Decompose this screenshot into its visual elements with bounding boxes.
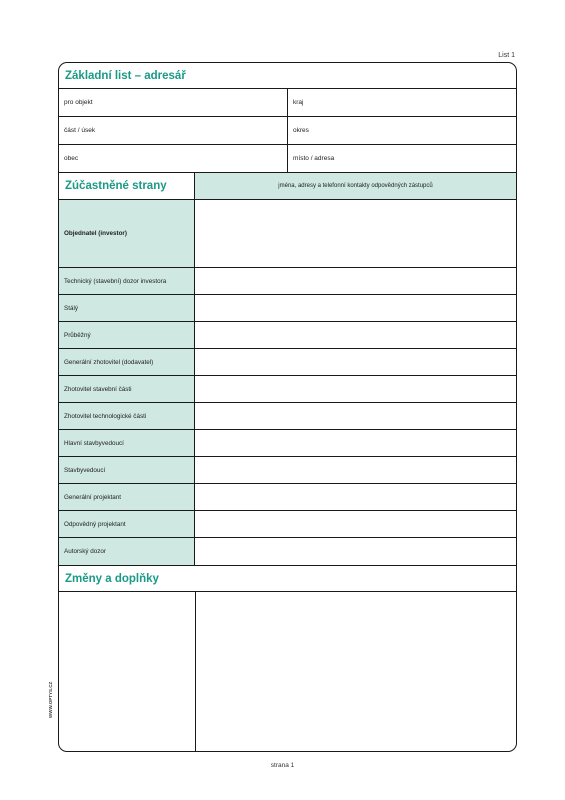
basic-section-title: Základní list – adresář — [59, 63, 516, 89]
changes-section-title: Změny a doplňky — [59, 565, 516, 592]
party-row — [59, 484, 516, 511]
party-label: Stálý — [59, 295, 195, 321]
party-label: Průběžný — [59, 322, 195, 348]
publisher-mark: WWW.OPTYS.CZ — [48, 681, 53, 718]
party-label: Generální projektant — [59, 484, 195, 510]
party-label: Zhotovitel stavební části — [59, 376, 195, 402]
party-value-field[interactable] — [195, 430, 516, 456]
changes-area — [59, 592, 516, 752]
party-label: Autorský dozor — [59, 538, 195, 565]
party-value-field[interactable] — [195, 200, 516, 267]
party-row — [59, 430, 516, 457]
address-form — [58, 62, 517, 752]
party-value-field[interactable] — [195, 322, 516, 348]
field-object[interactable]: pro objekt — [59, 89, 288, 116]
sheet-label: List 1 — [498, 52, 515, 59]
field-section[interactable]: část / úsek — [59, 117, 288, 144]
party-row — [59, 538, 516, 565]
party-label: Stavbyvedoucí — [59, 457, 195, 483]
party-row — [59, 403, 516, 430]
page-number: strana 1 — [270, 762, 295, 769]
party-row-investor — [59, 200, 516, 268]
address-row — [59, 117, 516, 145]
field-address[interactable]: místo / adresa — [293, 155, 335, 162]
party-value-field[interactable] — [195, 376, 516, 402]
address-row — [59, 89, 516, 117]
party-row — [59, 457, 516, 484]
changes-left-field[interactable] — [59, 592, 196, 752]
changes-right-field[interactable] — [196, 592, 516, 752]
party-value-field[interactable] — [195, 511, 516, 537]
field-district[interactable]: okres — [293, 127, 309, 134]
party-label: Generální zhotovitel (dodavatel) — [59, 349, 195, 375]
party-row — [59, 268, 516, 295]
parties-section-title: Zúčastněné strany — [59, 173, 195, 199]
party-value-field[interactable] — [195, 403, 516, 429]
party-label: Hlavní stavbyvedoucí — [59, 430, 195, 456]
party-label: Odpovědný projektant — [59, 511, 195, 537]
party-value-field[interactable] — [195, 268, 516, 294]
party-row — [59, 295, 516, 322]
parties-header — [59, 173, 516, 200]
party-value-field[interactable] — [195, 538, 516, 565]
parties-column-header: jména, adresy a telefonní kontakty odpovědných zástupců — [195, 173, 516, 199]
party-label: Technický (stavební) dozor investora — [59, 268, 195, 294]
party-row — [59, 322, 516, 349]
party-value-field[interactable] — [195, 457, 516, 483]
party-value-field[interactable] — [195, 484, 516, 510]
party-label: Objednatel (investor) — [59, 200, 195, 267]
party-value-field[interactable] — [195, 295, 516, 321]
party-value-field[interactable] — [195, 349, 516, 375]
field-region[interactable]: kraj — [293, 99, 304, 106]
party-row — [59, 511, 516, 538]
address-row — [59, 145, 516, 173]
field-municipality[interactable]: obec — [59, 145, 288, 172]
party-label: Zhotovitel technologické části — [59, 403, 195, 429]
party-row — [59, 349, 516, 376]
party-row — [59, 376, 516, 403]
